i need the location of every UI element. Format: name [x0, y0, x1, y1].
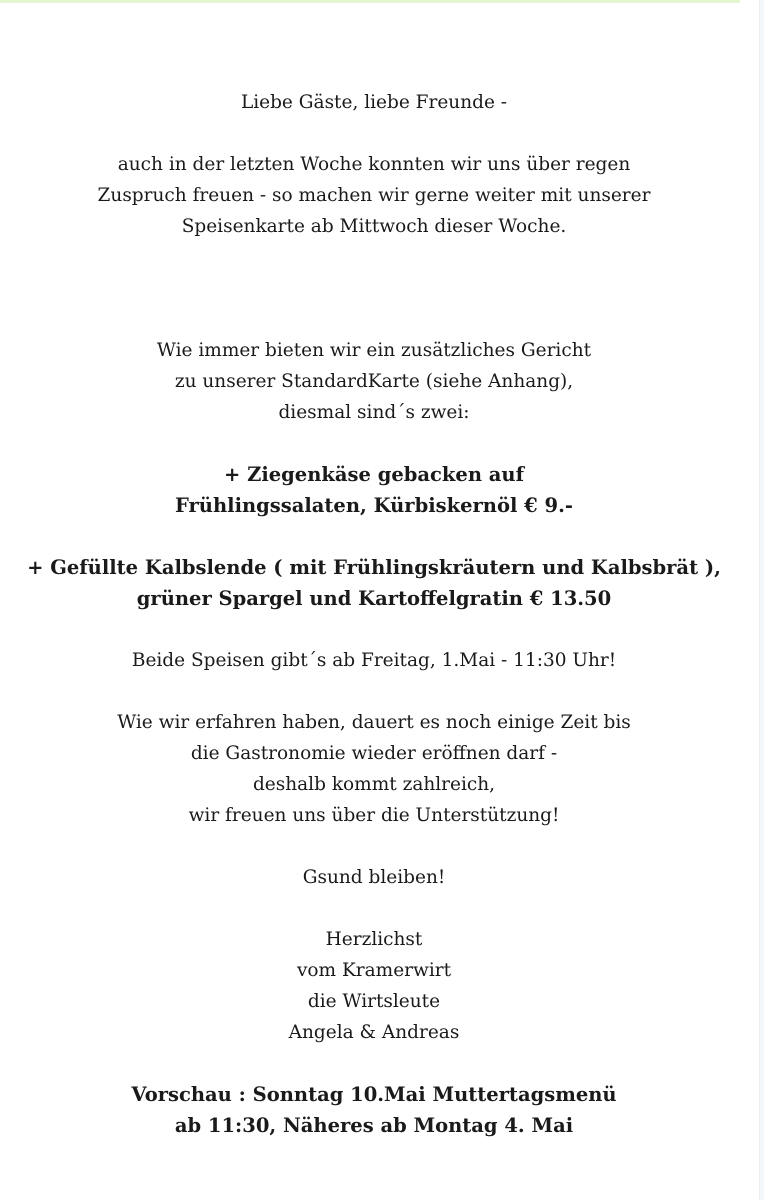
dish-goat-cheese [0, 459, 748, 521]
info-line: wir freuen uns über die Unterstützung! [188, 805, 560, 826]
spacer [0, 831, 748, 862]
intro-paragraph [0, 149, 748, 242]
stay-healthy: Gsund bleiben! [302, 867, 446, 888]
additional-dishes-paragraph [0, 335, 748, 428]
info-paragraph [0, 707, 748, 831]
signature-block [0, 924, 748, 1048]
additional-line: zu unserer StandardKarte (siehe Anhang), [174, 371, 574, 392]
additional-line: diesmal sind´s zwei: [278, 402, 470, 423]
spacer [0, 118, 748, 149]
preview-notice [0, 1079, 748, 1141]
newsletter-body [0, 87, 748, 1141]
spacer [0, 676, 748, 707]
additional-line: Wie immer bieten wir ein zusätzliches Gericht [156, 340, 592, 361]
intro-line: auch in der letzten Woche konnten wir uns über regen [117, 154, 631, 175]
scrollbar-track[interactable] [759, 0, 764, 1200]
intro-line: Zuspruch freuen - so machen wir gerne weiter mit unserer [97, 185, 651, 206]
signature-line: die Wirtsleute [307, 991, 441, 1012]
spacer [0, 521, 748, 552]
preview-line: Vorschau : Sonntag 10.Mai Muttertagsmenü [131, 1083, 617, 1106]
spacer [0, 242, 748, 335]
availability-note: Beide Speisen gibt´s ab Freitag, 1.Mai - 11:30 Uhr! [131, 650, 617, 671]
top-accent-bar [0, 0, 740, 3]
dish-line: + Gefüllte Kalbslende ( mit Frühlingskräutern und Kalbsbrät ), [27, 556, 721, 579]
dish-line: Frühlingssalaten, Kürbiskernöl € 9.- [175, 494, 573, 517]
spacer [0, 614, 748, 645]
signature-line: vom Kramerwirt [296, 960, 452, 981]
greeting: Liebe Gäste, liebe Freunde - [240, 92, 508, 113]
spacer [0, 1048, 748, 1079]
dish-line: + Ziegenkäse gebacken auf [224, 463, 524, 486]
preview-line: ab 11:30, Näheres ab Montag 4. Mai [174, 1114, 574, 1137]
spacer [0, 893, 748, 924]
intro-line: Speisenkarte ab Mittwoch dieser Woche. [181, 216, 567, 237]
spacer [0, 428, 748, 459]
info-line: die Gastronomie wieder eröffnen darf - [190, 743, 558, 764]
info-line: Wie wir erfahren haben, dauert es noch einige Zeit bis [117, 712, 631, 733]
dish-line: grüner Spargel und Kartoffelgratin € 13.50 [136, 587, 612, 610]
signature-line: Angela & Andreas [288, 1022, 460, 1043]
info-line: deshalb kommt zahlreich, [252, 774, 496, 795]
dish-veal-loin [0, 552, 748, 614]
signature-line: Herzlichst [325, 929, 423, 950]
